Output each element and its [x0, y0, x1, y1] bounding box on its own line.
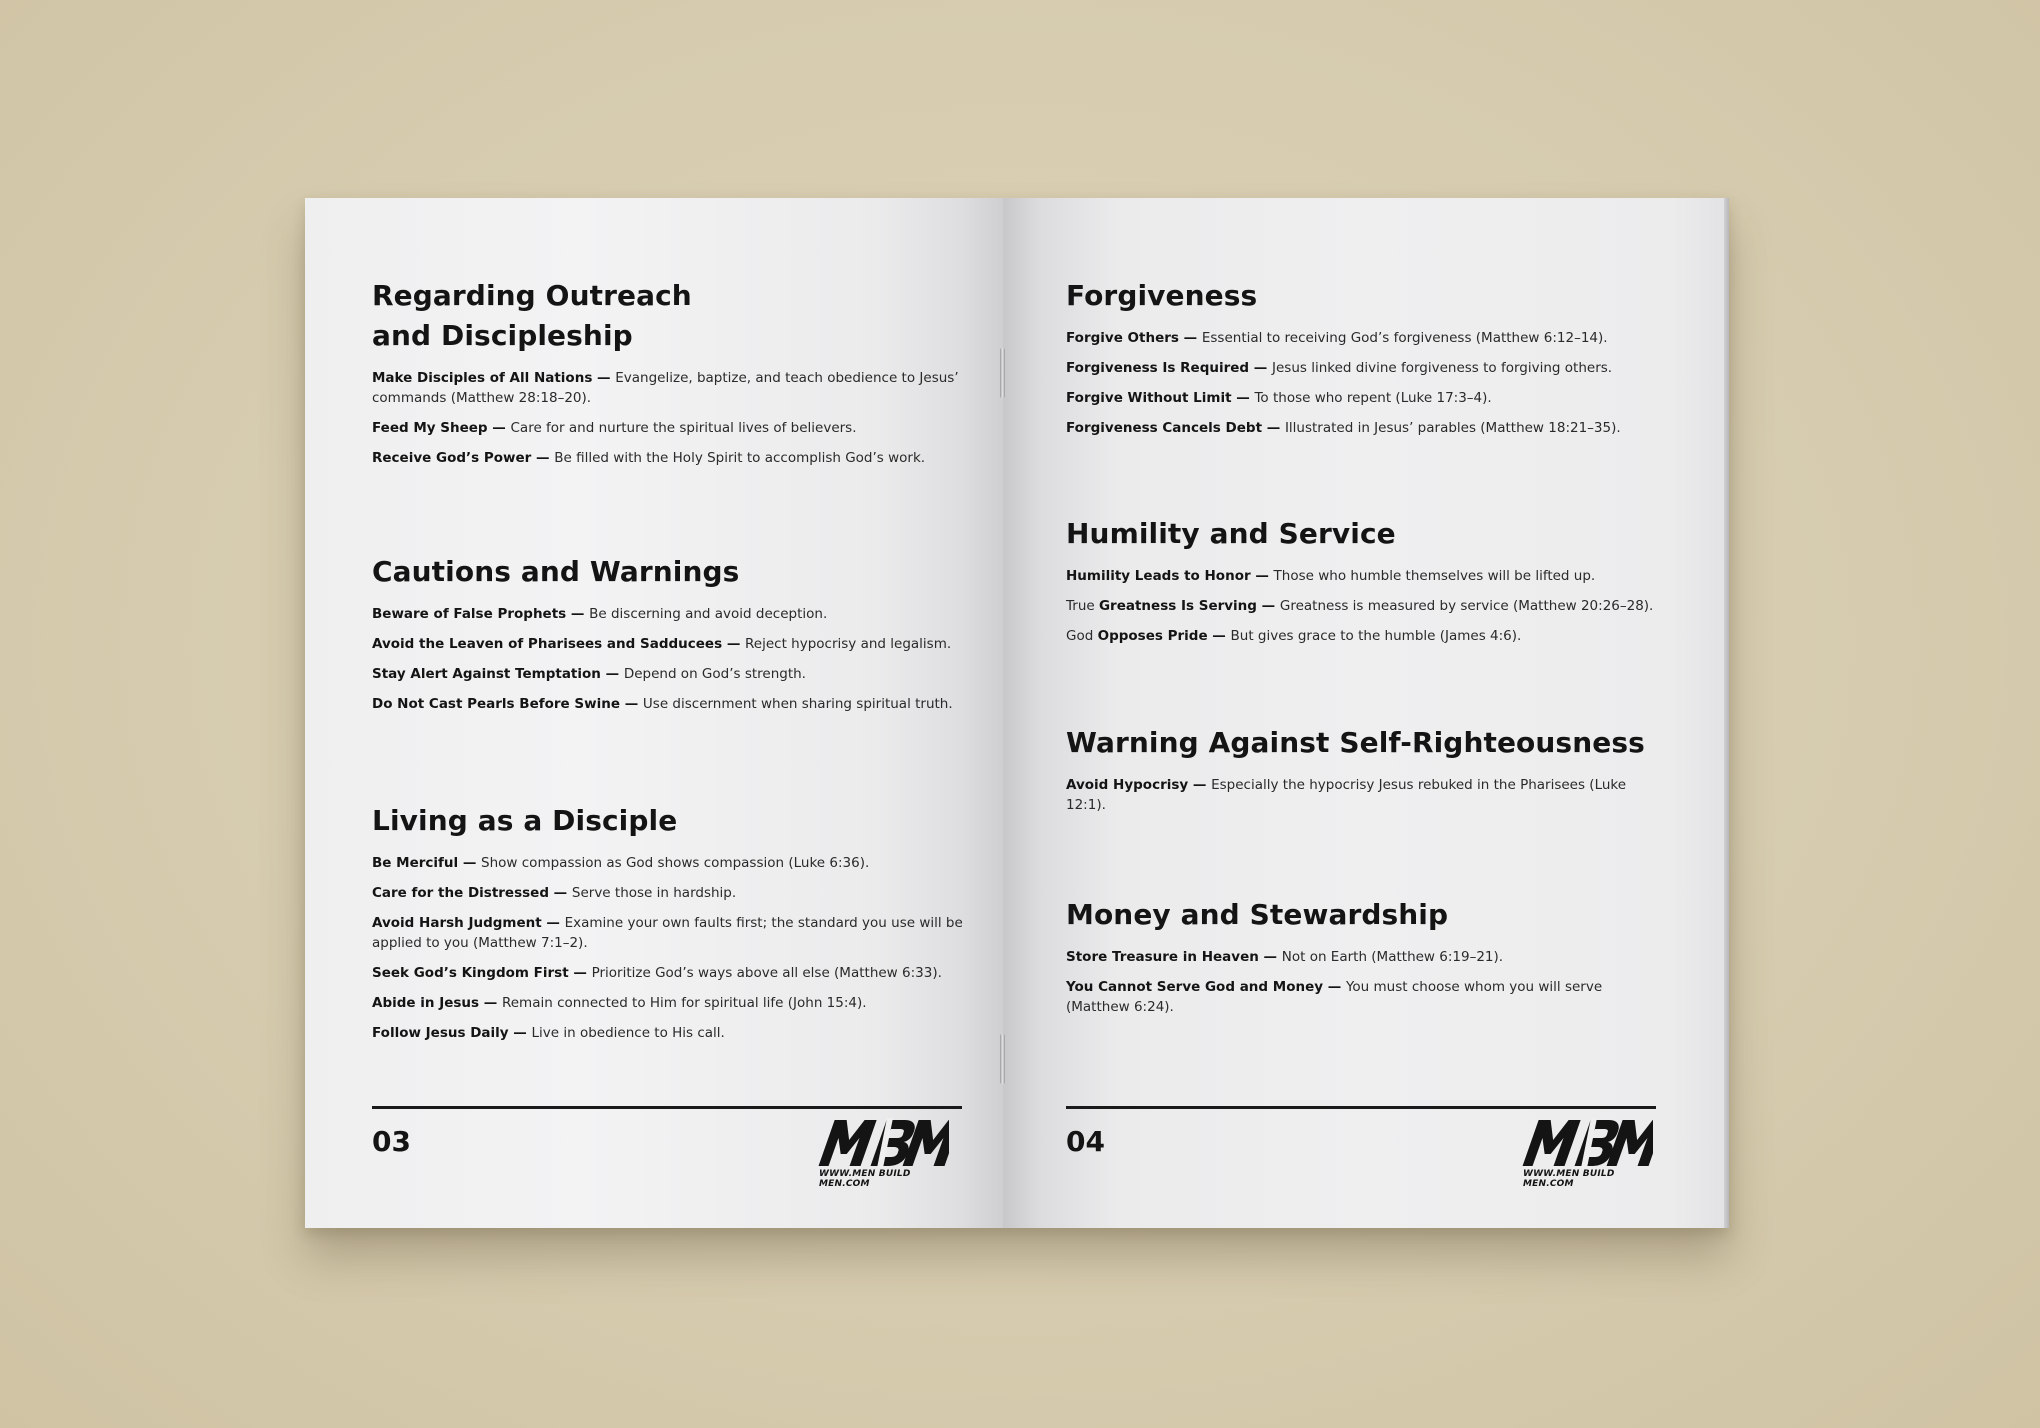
- list-item: Forgiveness Cancels Debt — Illustrated in Jesus’ parables (Matthew 18:21–35).: [1066, 420, 1621, 436]
- mbm-logo: [1521, 1118, 1661, 1188]
- list-item: Humility Leads to Honor — Those who humble themselves will be lifted up.: [1066, 568, 1596, 584]
- mbm-logo-mark: [817, 1118, 949, 1168]
- section-cautions: [372, 552, 972, 724]
- staple-top: [1000, 348, 1005, 398]
- section-title: Money and Stewardship: [1066, 898, 1449, 931]
- list-item: Be Merciful — Show compassion as God shows compassion (Luke 6:36).: [372, 855, 870, 871]
- section-forgiveness: [1066, 276, 1666, 448]
- mbm-logo: [817, 1118, 957, 1188]
- list-item: Receive God’s Power — Be filled with the Holy Spirit to accomplish God’s work.: [372, 450, 926, 466]
- list-item: Do Not Cast Pearls Before Swine — Use discernment when sharing spiritual truth.: [372, 696, 953, 712]
- section-outreach: [372, 276, 972, 478]
- section-living: [372, 801, 972, 1053]
- left-page: [305, 198, 1003, 1228]
- list-item: Feed My Sheep — Care for and nurture the spiritual lives of believers.: [372, 420, 857, 436]
- list-item: Care for the Distressed — Serve those in hardship.: [372, 885, 737, 901]
- section-money: [1066, 895, 1666, 1027]
- section-title: Living as a Disciple: [372, 804, 678, 837]
- list-item: Seek God’s Kingdom First — Prioritize God’s ways above all else (Matthew 6:33).: [372, 965, 942, 981]
- logo-url: WWW.MEN BUILD MEN.COM: [1523, 1169, 1615, 1189]
- section-self-righteousness: [1066, 723, 1666, 825]
- section-title: Cautions and Warnings: [372, 555, 740, 588]
- list-item: Store Treasure in Heaven — Not on Earth (Matthew 6:19–21).: [1066, 949, 1504, 965]
- list-item: Forgiveness Is Required — Jesus linked divine forgiveness to forgiving others.: [1066, 360, 1613, 376]
- staple-bottom: [1000, 1034, 1005, 1084]
- list-item: Avoid Harsh Judgment — Examine your own faults first; the standard you use will be applied to you (Matthew 7:1–2).: [372, 915, 963, 951]
- list-item: Avoid the Leaven of Pharisees and Sadducees — Reject hypocrisy and legalism.: [372, 636, 952, 652]
- list-item: Beware of False Prophets — Be discerning and avoid deception.: [372, 606, 828, 622]
- list-item: Make Disciples of All Nations — Evangelize, baptize, and teach obedience to Jesus’ commands (Matthew 28:18–20).: [372, 370, 959, 406]
- section-title: Humility and Service: [1066, 517, 1396, 550]
- list-item: Abide in Jesus — Remain connected to Him for spiritual life (John 15:4).: [372, 995, 867, 1011]
- right-page: [1003, 198, 1729, 1228]
- section-title: Warning Against Self-Righteousness: [1066, 726, 1645, 759]
- list-item: Follow Jesus Daily — Live in obedience to His call.: [372, 1025, 725, 1041]
- list-item: Forgive Others — Essential to receiving God’s forgiveness (Matthew 6:12–14).: [1066, 330, 1608, 346]
- list-item: Forgive Without Limit — To those who repent (Luke 17:3–4).: [1066, 390, 1492, 406]
- mbm-logo-mark: [1521, 1118, 1653, 1168]
- list-item: You Cannot Serve God and Money — You must choose whom you will serve (Matthew 6:24).: [1066, 979, 1603, 1015]
- page-number: 03: [372, 1125, 411, 1158]
- list-item: God Opposes Pride — But gives grace to the humble (James 4:6).: [1066, 628, 1522, 644]
- section-humility: [1066, 514, 1666, 656]
- list-item: Avoid Hypocrisy — Especially the hypocrisy Jesus rebuked in the Pharisees (Luke 12:1).: [1066, 777, 1627, 813]
- list-item: True Greatness Is Serving — Greatness is measured by service (Matthew 20:26–28).: [1066, 598, 1654, 614]
- section-title: Forgiveness: [1066, 279, 1258, 312]
- logo-url: WWW.MEN BUILD MEN.COM: [819, 1169, 911, 1189]
- list-item: Stay Alert Against Temptation — Depend on God’s strength.: [372, 666, 806, 682]
- booklet-spread: [305, 198, 1729, 1228]
- page-number: 04: [1066, 1125, 1105, 1158]
- footer-rule: [1066, 1106, 1656, 1109]
- section-title: Regarding Outreach and Discipleship: [372, 279, 692, 352]
- footer-rule: [372, 1106, 962, 1109]
